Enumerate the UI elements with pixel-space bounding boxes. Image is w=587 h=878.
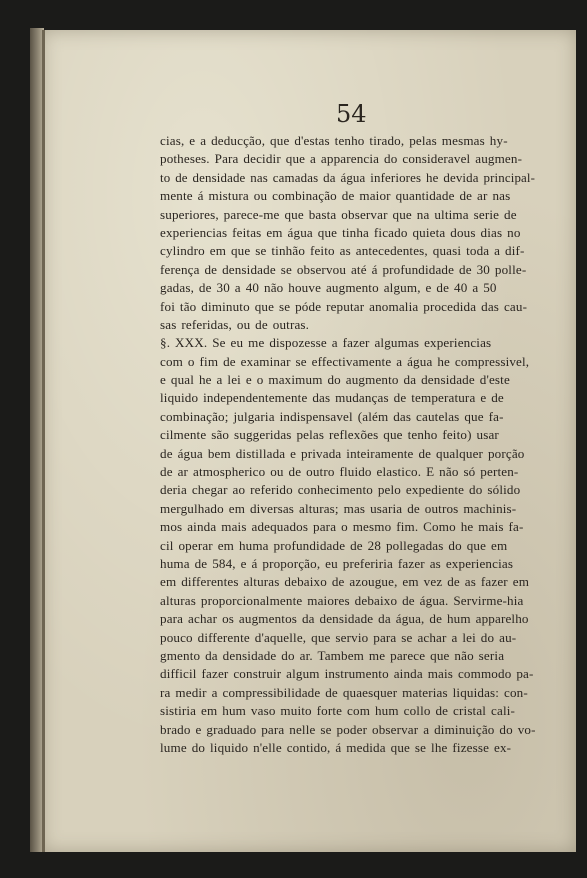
text-line: superiores, parece-me que basta observar que na ultima serie de (160, 206, 517, 222)
body-text (160, 132, 537, 757)
text-line: pouco differente d'aquelle, que servio para se achar a lei do au- (160, 629, 517, 645)
text-line: em differentes alturas debaixo de azougue, em vez de as fazer em (160, 574, 530, 590)
page-number: 54 (336, 100, 367, 128)
page-gutter (42, 30, 45, 852)
text-line: de água bem distillada e privada inteiramente de qualquer porção (160, 445, 525, 461)
text-line: cias, e a deducção, que d'estas tenho tirado, pelas mesmas hy- (160, 133, 508, 148)
text-line: cilmente são suggeridas pelas reflexões que tenho feito) usar (160, 427, 499, 443)
text-line: sas referidas, ou de outras. (160, 316, 310, 332)
text-line: e qual he a lei e o maximum do augmento da densidade d'este (160, 372, 510, 388)
text-line: brado e graduado para nelle se poder observar a diminuição do vo- (160, 721, 536, 737)
text-line: difficil fazer construir algum instrumento ainda mais commodo pa- (160, 666, 534, 682)
text-line: mente á mistura ou combinação de maior quantidade de ar nas (160, 188, 511, 204)
text-line: deria chegar ao referido conhecimento pelo expediente do sólido (160, 482, 521, 498)
text-line: ra medir a compressibilidade de quaesquer materias liquidas: con- (160, 684, 528, 700)
text-line: mos ainda mais adequados para o mesmo fim. Como he mais fa- (160, 519, 524, 535)
paragraph-start-line: §. XXX. Se eu me dispozesse a fazer algumas experiencias (160, 335, 492, 351)
text-line: para achar os augmentos da densidade da água, de hum apparelho (160, 611, 529, 627)
text-line: potheses. Para decidir que a apparencia do consideravel augmen- (160, 151, 523, 167)
text-line: foi tão diminuto que se póde reputar anomalia procedida das cau- (160, 298, 528, 314)
text-line: mergulhado em diversas alturas; mas usaria de outros machinis- (160, 500, 517, 516)
text-line: cil operar em huma profundidade de 28 pollegadas do que em (160, 537, 508, 553)
text-line: ferença de densidade se observou até á profundidade de 30 polle- (160, 261, 527, 277)
text-line: de ar atmospherico ou de outro fluido elastico. E não só perten- (160, 464, 519, 480)
text-line: gmento da densidade do ar. Tambem me parece que não seria (160, 647, 505, 663)
text-line: lume do liquido n'elle contido, á medida que se lhe fizesse ex- (160, 739, 512, 755)
text-line: sistiria em hum vaso muito forte com hum collo de cristal cali- (160, 703, 516, 719)
text-line: cylindro em que se tinhão feito as antecedentes, quasi toda a dif- (160, 243, 525, 259)
text-line: com o fim de examinar se effectivamente a água he compressivel, (160, 353, 530, 369)
text-line: combinação; julgaria indispensavel (além das cautelas que fa- (160, 408, 504, 424)
text-line: to de densidade nas camadas da água inferiores he devida principal- (160, 170, 536, 185)
text-line: alturas proporcionalmente maiores debaixo de água. Servirme-hia (160, 592, 524, 608)
text-line: huma de 584, e á proporção, eu preferiria fazer as experiencias (160, 555, 514, 571)
text-line: experiencias feitas em água que tinha ficado quieta dous dias no (160, 224, 521, 240)
text-line: gadas, de 30 a 40 não houve augmento algum, e de 40 a 50 (160, 280, 497, 296)
text-line: liquido independentemente das mudanças de temperatura e de (160, 390, 504, 406)
